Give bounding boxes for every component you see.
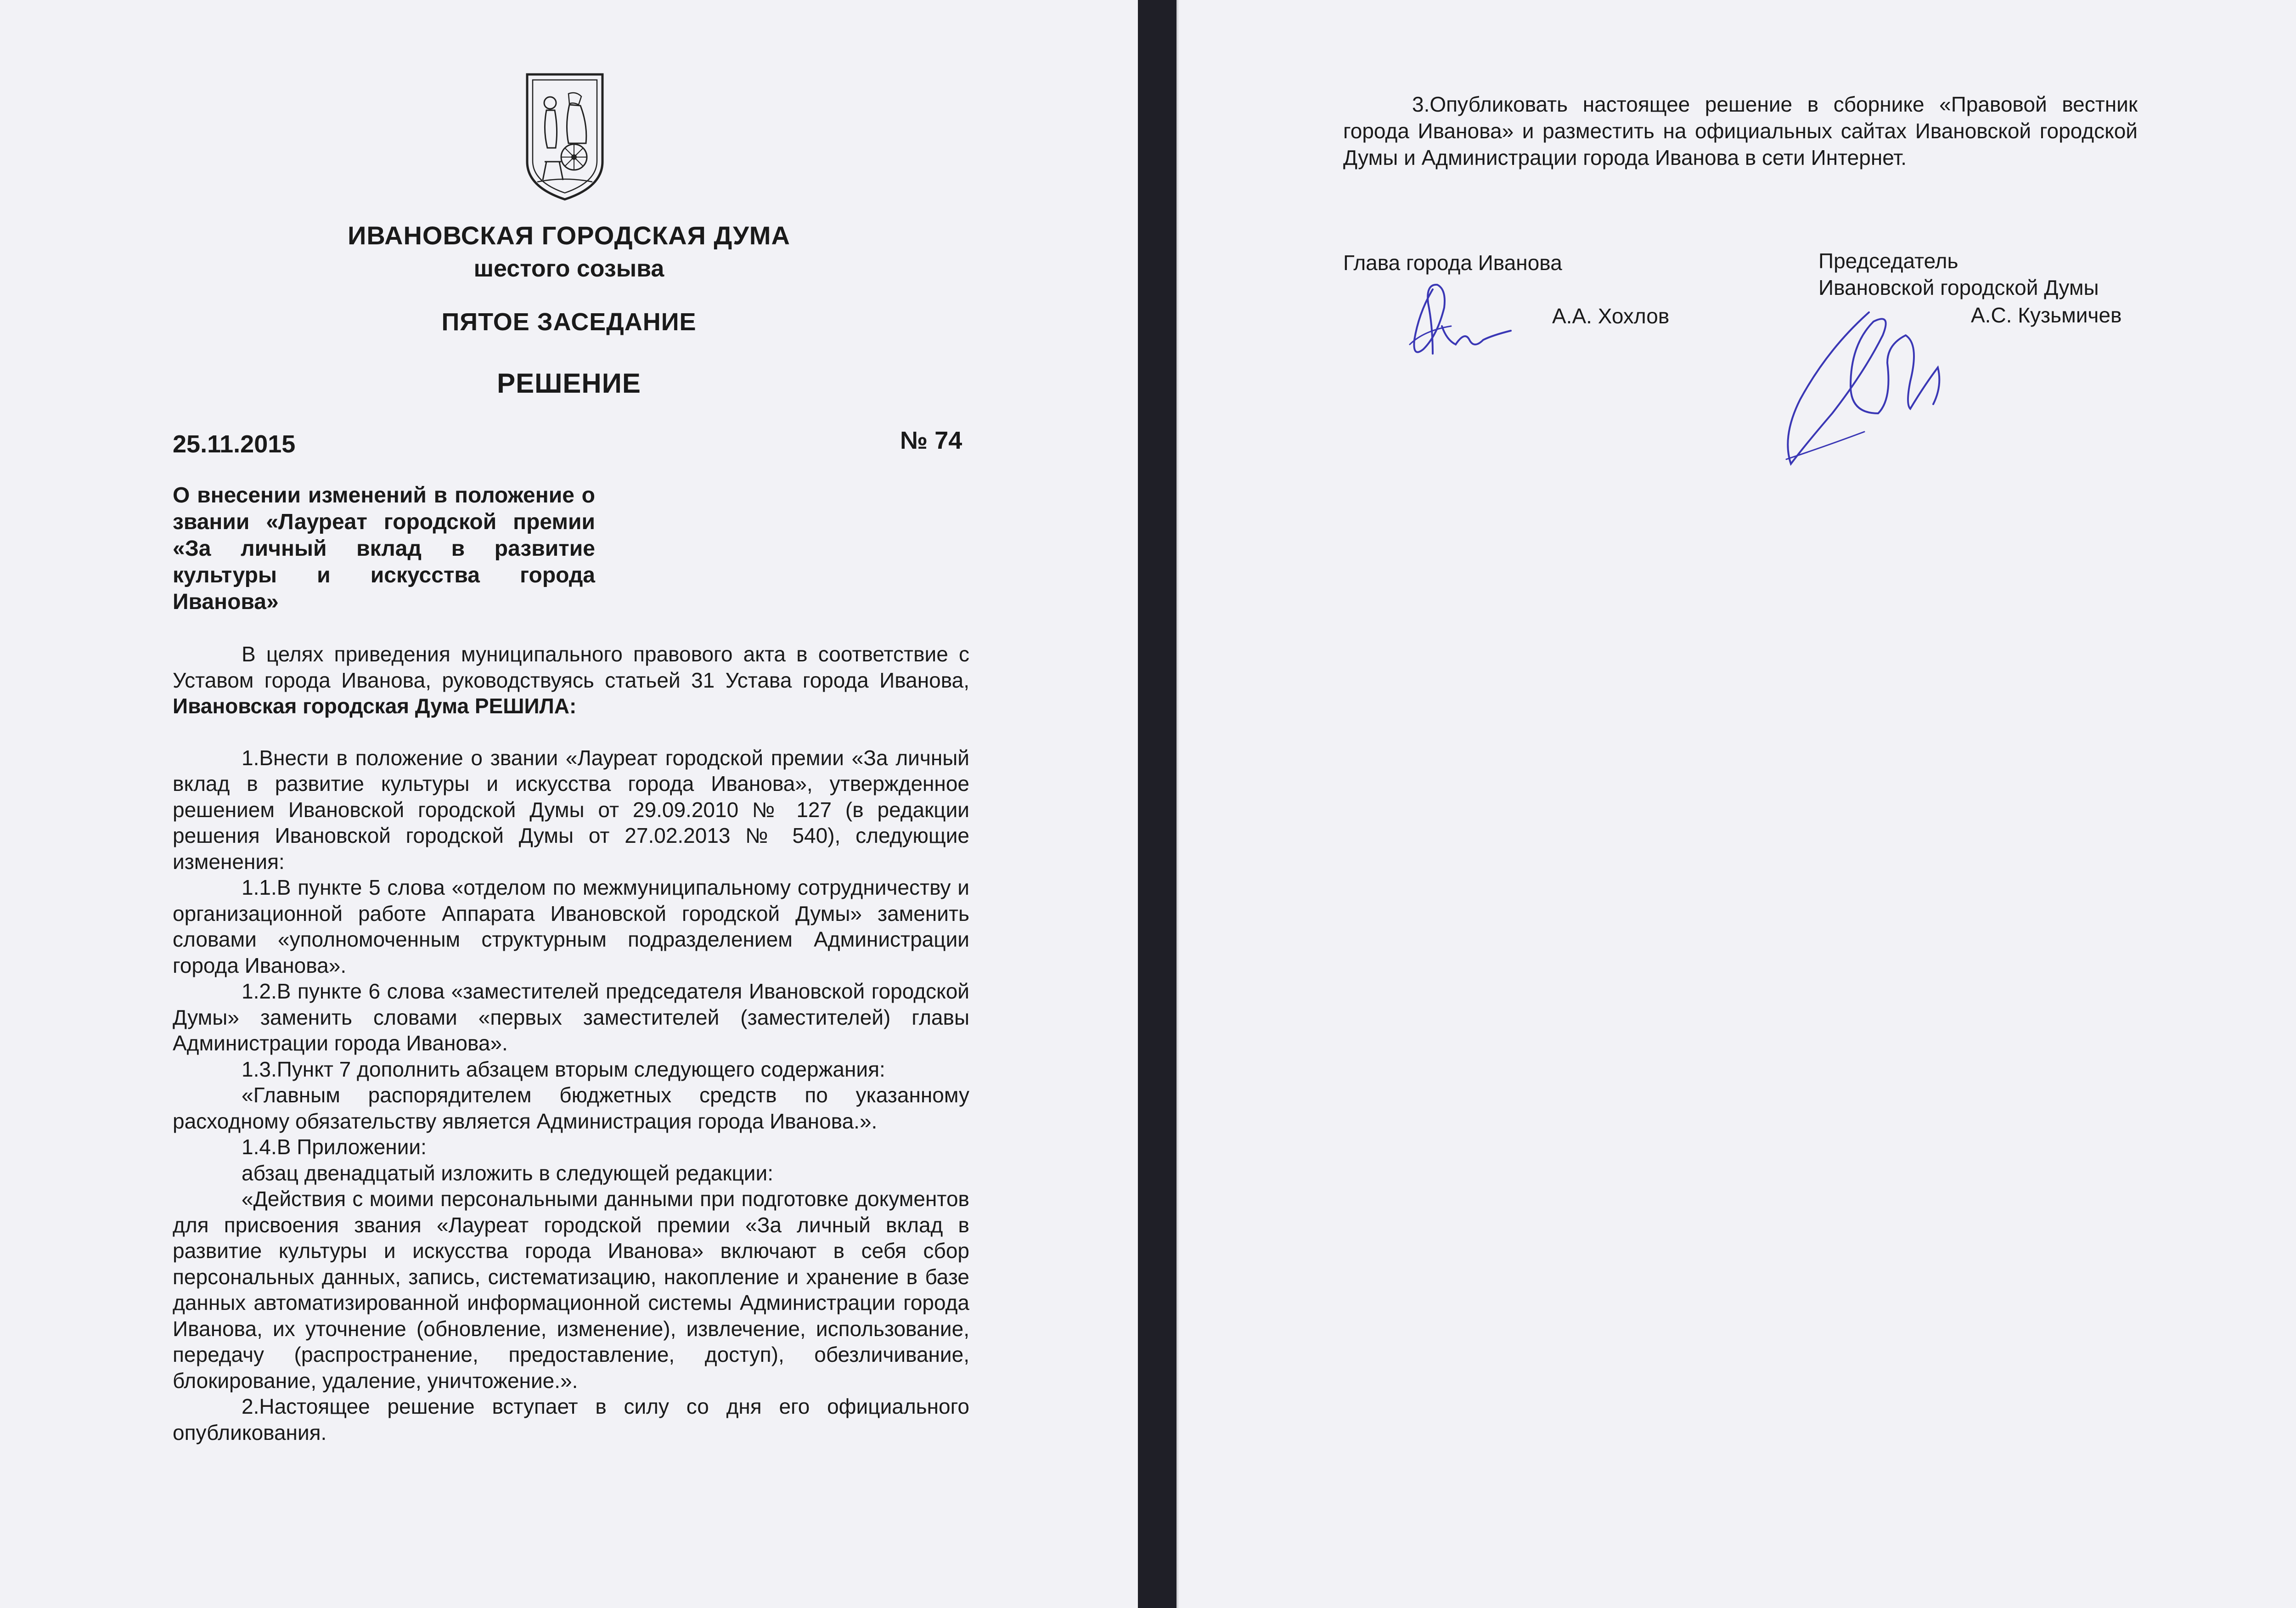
session-label: ПЯТОЕ ЗАСЕДАНИЕ [441, 308, 697, 336]
organization-title: ИВАНОВСКАЯ ГОРОДСКАЯ ДУМА [348, 221, 790, 250]
chairman-signature [1773, 294, 1993, 478]
body-paragraph-1-4-text: «Действия с моими персональными данными при подготовке документов для присвоения звания «Лауреат городской премии «За личный вклад в развитие культуры и искусства города Иванова» включают в себя сбор персональных данных, запись, систематизацию, накопление и хранение в базе данных автоматизированной информационной системы Администрации города Иванова, их уточнение (обновление, изменение), извлечение, использование, передачу (распространение, предоставление, доступ), обезличивание, блокирование, удаление, уничтожение.». [173, 1187, 969, 1393]
preamble-text: В целях приведения муниципального правового акта в соответствие с Уставом города Иванова, руководствуясь статьей 31 Устава города Иванова, [173, 642, 969, 692]
right-page [1176, 0, 2296, 1608]
document-date: 25.11.2015 [173, 430, 296, 458]
page-gutter-shadow [1176, 0, 1179, 1608]
body-paragraph-1-3: 1.3.Пункт 7 дополнить абзацем вторым следующего содержания: [242, 1057, 885, 1081]
document-body [173, 641, 969, 1445]
head-of-city-name: А.А. Хохлов [1552, 304, 1670, 328]
chairman-title-line1: Председатель [1818, 249, 1958, 273]
preamble-paragraph [173, 641, 969, 719]
convocation-label: шестого созыва [473, 255, 664, 282]
body-paragraph-1-1: 1.1.В пункте 5 слова «отделом по межмуниципальному сотрудничеству и организационной работе Аппарата Ивановской городской Думы» заменить словами «уполномоченным структурным подразделением Администрации города Иванова». [173, 875, 969, 977]
body-paragraph-2: 2.Настоящее решение вступает в силу со дня его официального опубликования. [173, 1394, 969, 1444]
body-paragraph-1-4-intro: абзац двенадцатый изложить в следующей редакции: [242, 1161, 773, 1185]
body-paragraph-1-3-text: «Главным распорядителем бюджетных средств по указанному расходному обязательству является Администрация города Иванова.». [173, 1083, 969, 1133]
document-type-title: РЕШЕНИЕ [497, 368, 641, 399]
left-page [0, 0, 1138, 1608]
preamble-resolution: Ивановская городская Дума РЕШИЛА: [173, 694, 577, 718]
document-number: № 74 [900, 427, 962, 454]
city-coat-of-arms-icon [519, 70, 611, 203]
head-of-city-title: Глава города Иванова [1343, 251, 1562, 275]
head-of-city-signature [1401, 271, 1520, 377]
body-paragraph-1-4: 1.4.В Приложении: [242, 1135, 427, 1159]
body-paragraph-1-2: 1.2.В пункте 6 слова «заместителей председателя Ивановской городской Думы» заменить словами «первых заместителей (заместителей) главы Администрации города Иванова». [173, 979, 969, 1055]
document-subject: О внесении изменений в положение о звании «Лауреат городской премии «За личный вклад в развитие культуры и искусства города Иванова» [173, 483, 595, 614]
chairman-title-line2: Ивановской городской Думы [1818, 276, 2099, 299]
body-paragraph-1: 1.Внести в положение о звании «Лауреат городской премии «За личный вклад в развитие культуры и искусства города Иванова», утвержденное решением Ивановской городской Думы от 29.09.2010 № 127 (в редакции решения Ивановской городской Думы от 27.02.2013 № 540), следующие изменения: [173, 745, 969, 874]
chairman-name: А.С. Кузьмичев [1971, 303, 2122, 327]
publication-paragraph: 3.Опубликовать настоящее решение в сборнике «Правовой вестник города Иванова» и разместить на официальных сайтах Ивановской городской Думы и Администрации города Иванова в сети Интернет. [1343, 92, 2138, 169]
publication-clause [1343, 91, 2138, 171]
